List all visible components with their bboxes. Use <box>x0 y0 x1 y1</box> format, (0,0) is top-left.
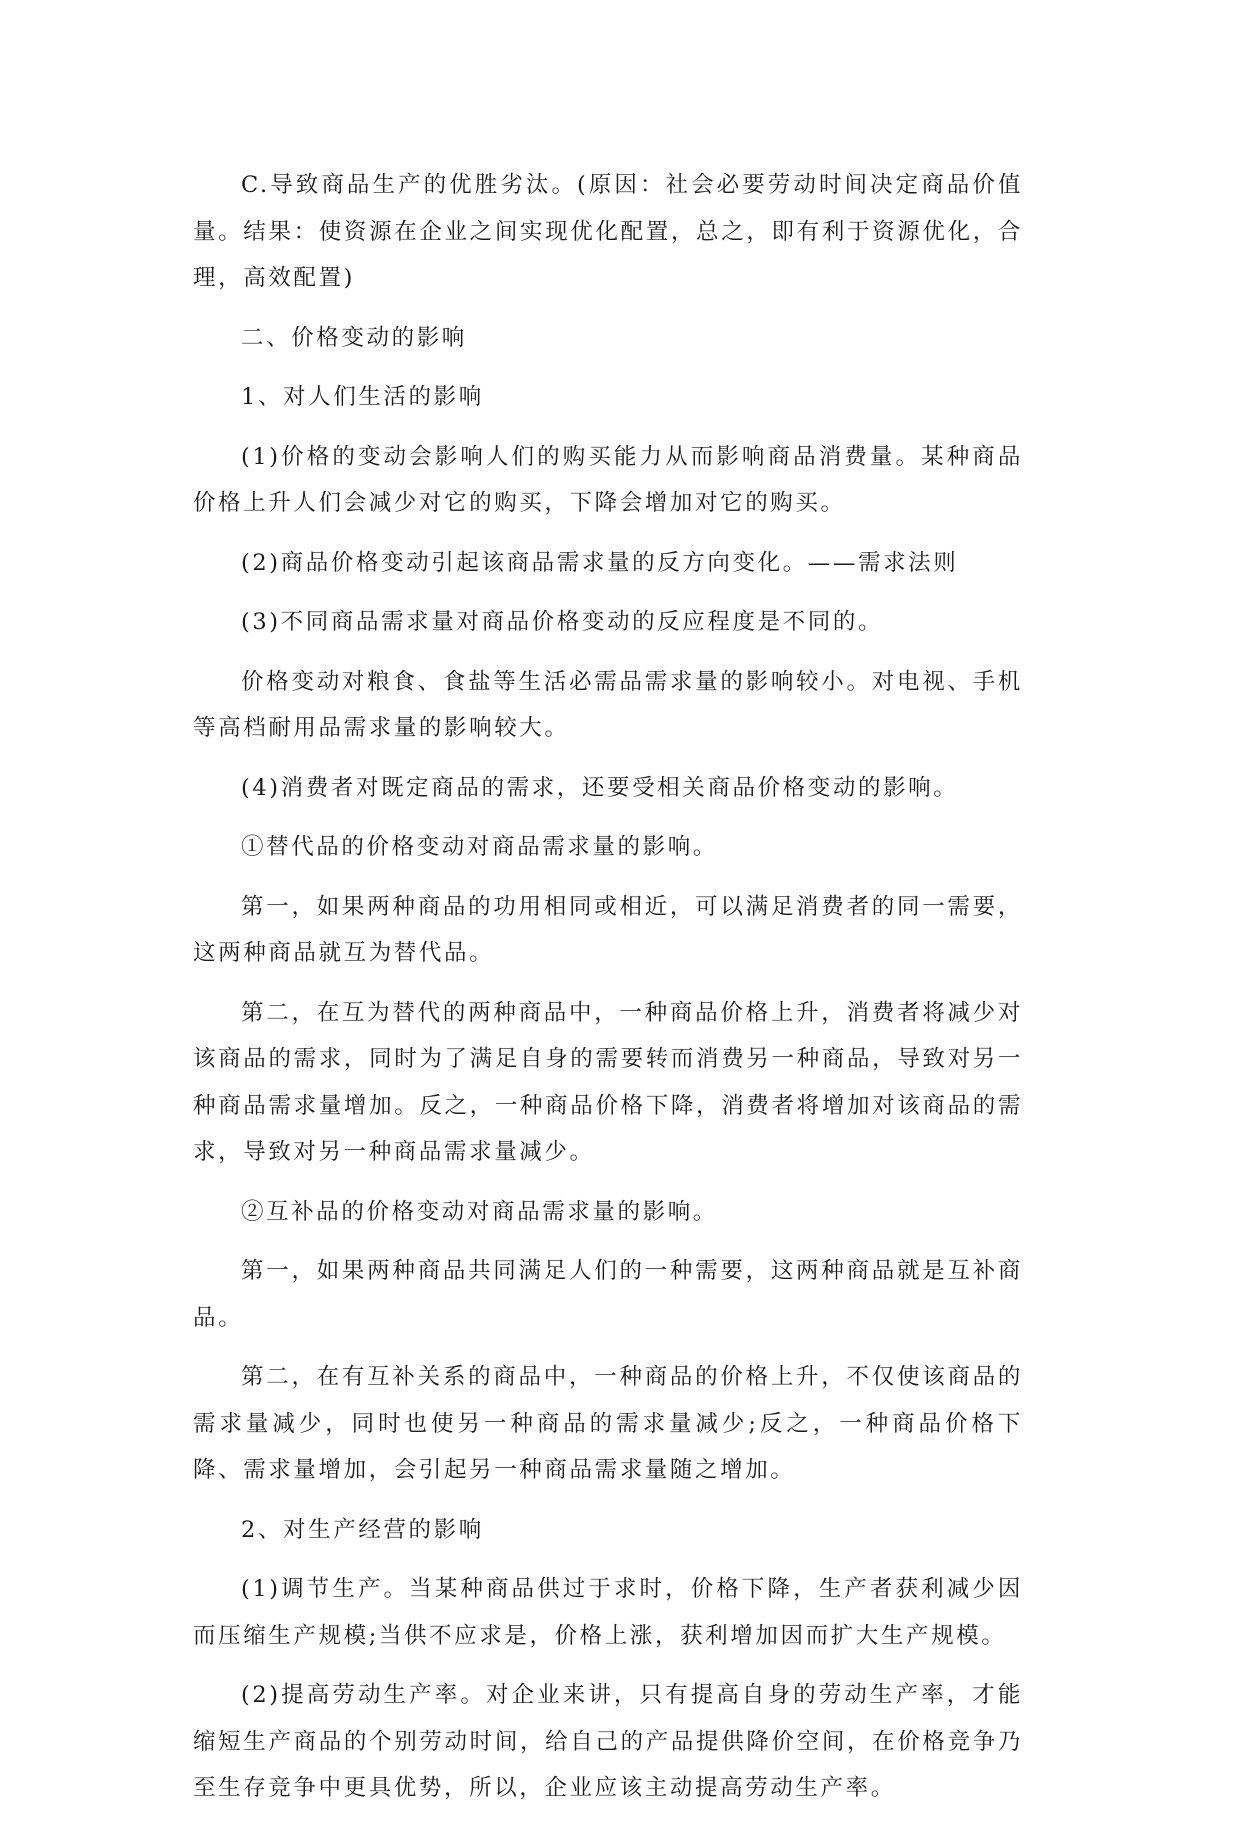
paragraph-labor-productivity: (2)提高劳动生产率。对企业来讲，只有提高自身的劳动生产率，才能缩短生产商品的个别劳动时间，给自己的产品提供降价空间，在价格竞争乃至生存竞争中更具优势，所以，企业应该主动提高劳动生产率。 <box>193 1682 1023 1801</box>
paragraph-substitutes-heading: ①替代品的价格变动对商品需求量的影响。 <box>241 834 718 860</box>
subheading-impact-on-production: 2、对生产经营的影响 <box>241 1516 484 1543</box>
paragraph-necessities: 价格变动对粮食、食盐等生活必需品需求量的影响较小。对电视、手机等高档耐用品需求量的影响较大。 <box>193 668 1023 741</box>
section-heading-price-change-impact: 二、价格变动的影响 <box>241 324 467 351</box>
paragraph-complements-first: 第一，如果两种商品共同满足人们的一种需要，这两种商品就是互补商品。 <box>193 1258 1023 1331</box>
paragraph-substitutes-second: 第二，在互为替代的两种商品中，一种商品价格上升，消费者将减少对该商品的需求，同时为了满足自身的需要转而消费另一种商品，导致对另一种商品需求量增加。反之，一种商品价格下降，消费者将增加对该商品的需求，导致对另一种商品需求量减少。 <box>193 999 1023 1165</box>
paragraph-complements-heading: ②互补品的价格变动对商品需求量的影响。 <box>241 1198 718 1225</box>
paragraph-c-survival-of-fittest: C.导致商品生产的优胜劣汰。(原因：社会必要劳动时间决定商品价值量。结果：使资源在企业之间实现优化配置，总之，即有利于资源优化，合理，高效配置) <box>193 172 1023 291</box>
paragraph-point-1: (1)价格的变动会影响人们的购买能力从而影响商品消费量。某种商品价格上升人们会减少对它的购买，下降会增加对它的购买。 <box>193 443 1023 516</box>
paragraph-point-4: (4)消费者对既定商品的需求，还要受相关商品价格变动的影响。 <box>241 774 959 801</box>
paragraph-regulate-production: (1)调节生产。当某种商品供过于求时，价格下降，生产者获利减少因而压缩生产规模;当供不应求是，价格上涨，获利增加因而扩大生产规模。 <box>193 1576 1023 1649</box>
paragraph-point-3: (3)不同商品需求量对商品价格变动的反应程度是不同的。 <box>241 609 884 635</box>
paragraph-substitutes-first: 第一，如果两种商品的功用相同或相近，可以满足消费者的同一需要，这两种商品就互为替代品。 <box>193 893 1023 966</box>
document-page <box>193 162 1023 1825</box>
subheading-impact-on-life: 1、对人们生活的影响 <box>241 384 484 410</box>
paragraph-point-2: (2)商品价格变动引起该商品需求量的反方向变化。——需求法则 <box>241 549 959 576</box>
paragraph-complements-second: 第二，在有互补关系的商品中，一种商品的价格上升，不仅使该商品的需求量减少，同时也使另一种商品的需求量减少;反之，一种商品价格下降、需求量增加，会引起另一种商品需求量随之增加。 <box>193 1364 1023 1483</box>
